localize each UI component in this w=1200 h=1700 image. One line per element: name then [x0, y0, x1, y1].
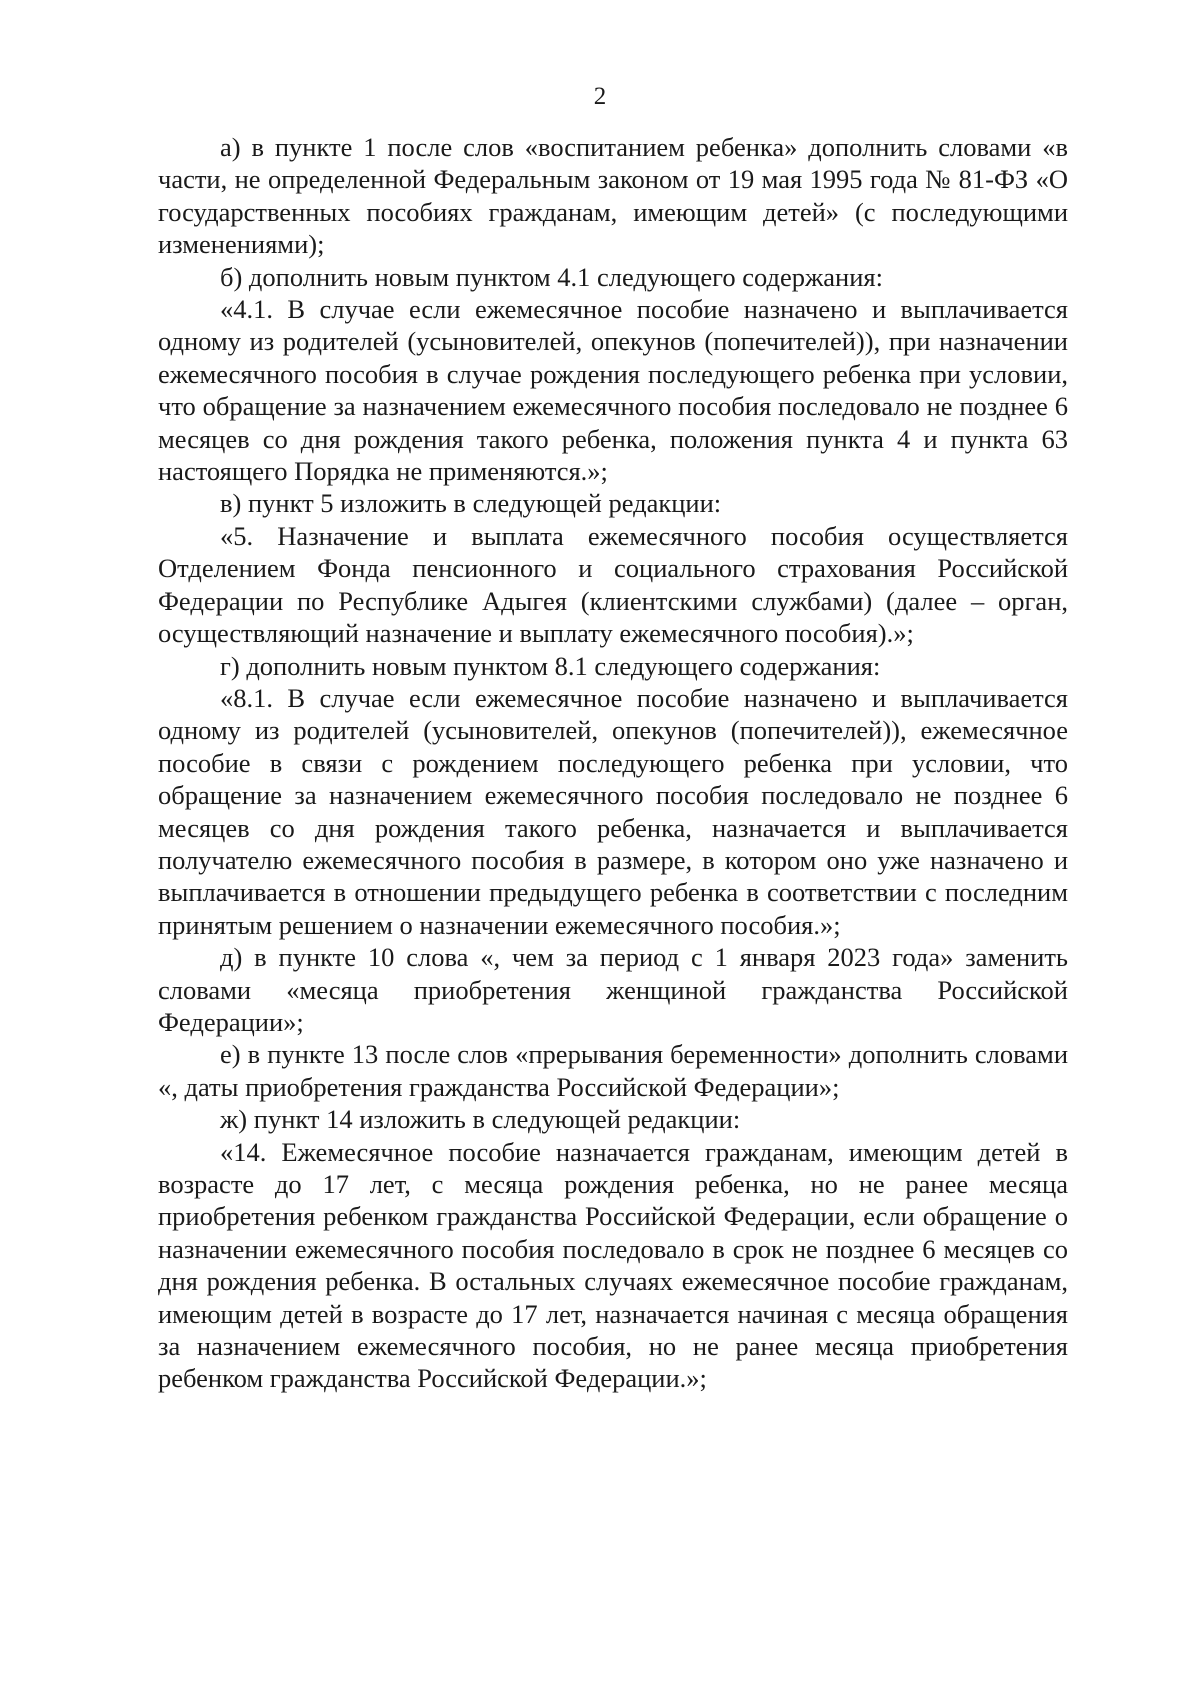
paragraph-4-1-text: «4.1. В случае если ежемесячное пособие назначено и выплачивается одному из родителей (усыновителей, опекунов (попечителей)), при назначении ежемесячного пособия в случае рождения последующего ребенка при условии, что обращение за назначением ежемесячного пособия последовало не позднее 6 месяцев со дня рождения такого ребенка, положения пункта 4 и пункта 63 настоящего Порядка не применяются.»;: [158, 294, 1068, 487]
page-number: 2: [593, 83, 607, 110]
paragraph-g: г) дополнить новым пунктом 8.1 следующего содержания:: [220, 650, 881, 681]
paragraph-d: д) в пункте 10 слова «, чем за период с 1 января 2023 года» заменить словами «месяца приобретения женщиной гражданства Российской Федерации»;: [158, 942, 1068, 1037]
paragraph-b: б) дополнить новым пунктом 4.1 следующего содержания:: [220, 261, 883, 292]
paragraph-v: в) пункт 5 изложить в следующей редакции:: [220, 488, 722, 519]
paragraph-e: е) в пункте 13 после слов «прерывания беременности» дополнить словами «, даты приобретения гражданства Российской Федерации»;: [158, 1039, 1068, 1102]
paragraph-8-1-text: «8.1. В случае если ежемесячное пособие назначено и выплачивается одному из родителей (усыновителей, опекунов (попечителей)), ежемесячное пособие в связи с рождением последующего ребенка при условии, что обращение за назначением ежемесячного пособия последовало не позднее 6 месяцев со дня рождения такого ребенка, назначается и выплачивается получателю ежемесячного пособия в размере, в котором оно уже назначено и выплачивается в отношении предыдущего ребенка в соответствии с последним принятым решением о назначении ежемесячного пособия.»;: [158, 682, 1068, 940]
paragraph-14-text: «14. Ежемесячное пособие назначается гражданам, имеющим детей в возрасте до 17 лет, с месяца рождения ребенка, но не ранее месяца приобретения ребенком гражданства Российской Федерации, если обращение о назначении ежемесячного пособия последовало в срок не позднее 6 месяцев со дня рождения ребенка. В остальных случаях ежемесячное пособие гражданам, имеющим детей в возрасте до 17 лет, назначается начиная с месяца обращения за назначением ежемесячного пособия, но не ранее месяца приобретения ребенком гражданства Российской Федерации.»;: [158, 1136, 1068, 1394]
paragraph-zh: ж) пункт 14 изложить в следующей редакции:: [220, 1104, 741, 1135]
paragraph-5-text: «5. Назначение и выплата ежемесячного пособия осуществляется Отделением Фонда пенсионного и социального страхования Российской Федерации по Республике Адыгея (клиентскими службами) (далее – орган, осуществляющий назначение и выплату ежемесячного пособия).»;: [158, 520, 1068, 649]
paragraph-a: а) в пункте 1 после слов «воспитанием ребенка» дополнить словами «в части, не определенной Федеральным законом от 19 мая 1995 года № 81-ФЗ «О государственных пособиях гражданам, имеющим детей» (с последующими изменениями);: [158, 132, 1068, 260]
document-body: [158, 131, 1068, 1395]
